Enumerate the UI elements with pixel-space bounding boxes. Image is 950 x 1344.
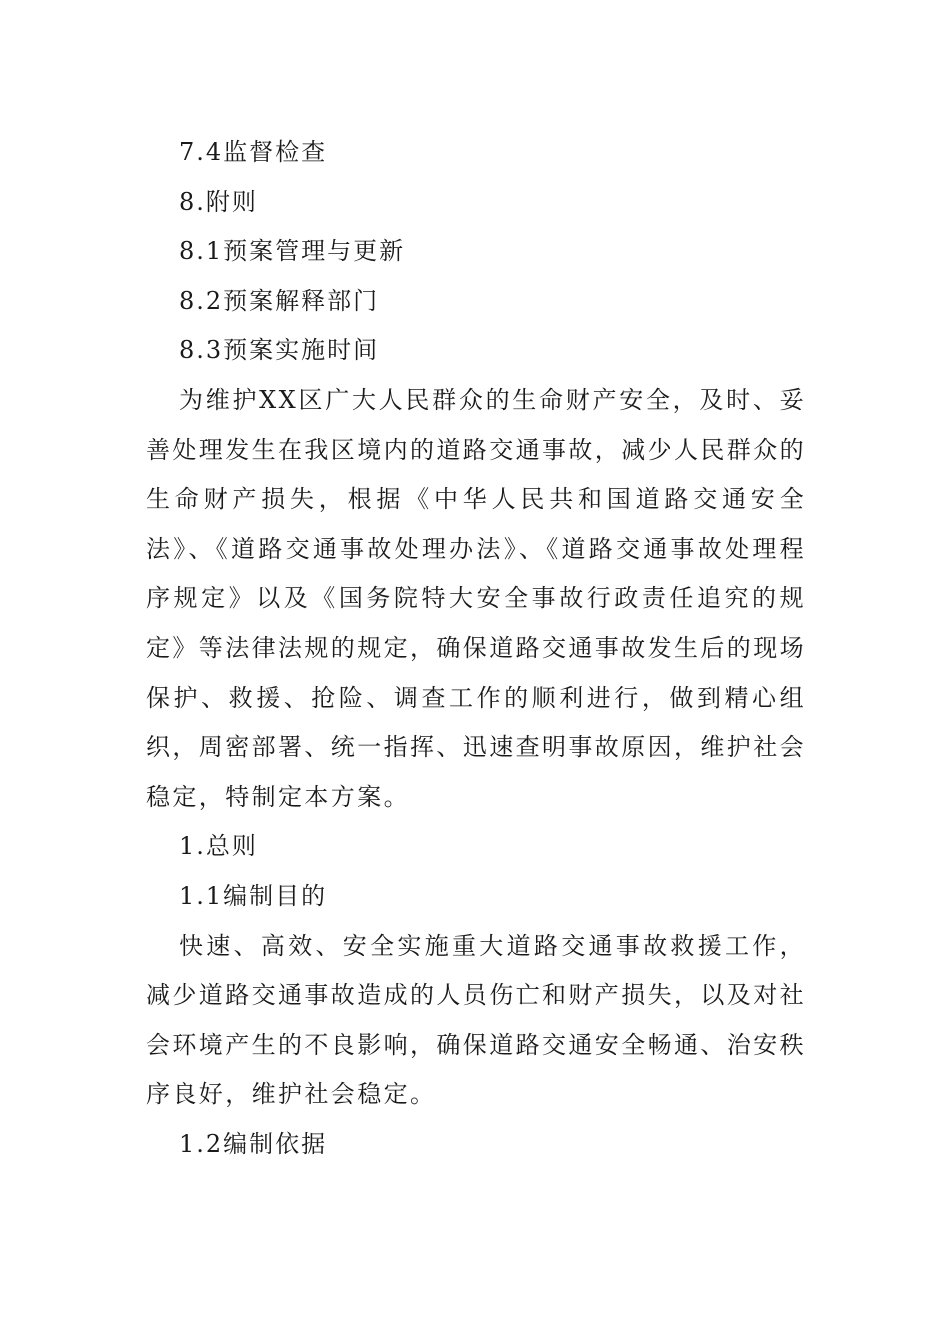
heading-8-3: 8.3预案实施时间: [179, 336, 380, 365]
heading-7-4: 7.4监督检查: [179, 138, 328, 166]
intro-paragraph: 为维护XX区广大人民群众的生命财产安全，及时、妥善处理发生在我区境内的道路交通事故，减少人民群众的生命财产损失，根据《中华人民共和国道路交通安全法》、《道路交通事故处理办法》、《道路交通事故处理程序规定》以及《国务院特大安全事故行政责任追究的规定》等法律法规的规定，确保道路交通事故发生后的现场保护、救援、抢险、调查工作的顺利进行，做到精心组织，周密部署、统一指挥、迅速查明事故原因，维护社会稳定，特制定本方案。: [146, 385, 806, 811]
heading-1-1: 1.1编制目的: [179, 881, 328, 910]
heading-8-1: 8.1预案管理与更新: [179, 237, 406, 266]
heading-1-2: 1.2编制依据: [179, 1129, 328, 1158]
heading-1: 1.总则: [179, 832, 258, 861]
document-body: [146, 128, 806, 1169]
heading-8: 8.附则: [179, 187, 258, 216]
heading-8-2: 8.2预案解释部门: [179, 286, 380, 315]
purpose-paragraph: 快速、高效、安全实施重大道路交通事故救援工作，减少道路交通事故造成的人员伤亡和财产损失，以及对社会环境产生的不良影响，确保道路交通安全畅通、治安秩序良好，维护社会稳定。: [146, 931, 806, 1109]
